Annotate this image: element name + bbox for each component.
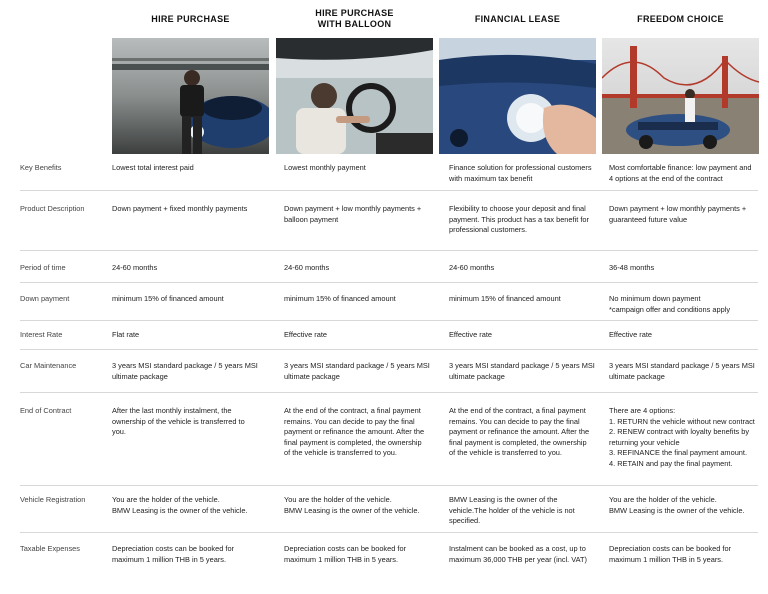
- row-label-taxable-expenses: Taxable Expenses: [20, 544, 80, 553]
- photo-man-with-car: [112, 38, 269, 154]
- column-header-freedom-choice: [602, 14, 759, 25]
- column-header-hire-purchase-balloon: [276, 8, 433, 30]
- column-title: FINANCIAL LEASE: [474, 14, 561, 24]
- row-label-product-description: Product Description: [20, 204, 85, 213]
- cell-interest-rate-balloon: Effective rate: [284, 330, 327, 339]
- cell-interest-rate-freedom-choice: Effective rate: [609, 330, 652, 339]
- column-title: HIRE PURCHASE: [151, 14, 230, 24]
- cell-key-benefits-balloon: Lowest monthly payment: [284, 163, 366, 172]
- row-label-interest-rate: Interest Rate: [20, 330, 63, 339]
- cell-registration-hire-purchase: You are the holder of the vehicle. BMW Leasing is the owner of the vehicle.: [112, 495, 248, 515]
- cell-down-payment-freedom-choice: No minimum down payment *campaign offer and conditions apply: [609, 294, 731, 314]
- row-label-end-of-contract: End of Contract: [20, 406, 72, 415]
- cell-interest-rate-financial-lease: Effective rate: [449, 330, 492, 339]
- cell-registration-financial-lease: BMW Leasing is the owner of the vehicle.The holder of the vehicle is not specified.: [449, 495, 575, 525]
- cell-registration-freedom-choice: You are the holder of the vehicle. BMW Leasing is the owner of the vehicle.: [609, 495, 745, 515]
- row-divider: [20, 532, 758, 533]
- cell-maintenance-freedom-choice: 3 years MSI standard package / 5 years MSI ultimate package: [609, 361, 755, 381]
- cell-down-payment-financial-lease: minimum 15% of financed amount: [449, 294, 561, 303]
- row-label-period-of-time: Period of time: [20, 263, 66, 272]
- cell-period-financial-lease: 24-60 months: [449, 263, 495, 272]
- cell-taxable-hire-purchase: Depreciation costs can be booked for maximum 1 million THB in 5 years.: [112, 544, 235, 564]
- cell-maintenance-financial-lease: 3 years MSI standard package / 5 years MSI ultimate package: [449, 361, 595, 381]
- cell-key-benefits-hire-purchase: Lowest total interest paid: [112, 163, 194, 172]
- cell-registration-balloon: You are the holder of the vehicle. BMW Leasing is the owner of the vehicle.: [284, 495, 420, 515]
- cell-maintenance-balloon: 3 years MSI standard package / 5 years MSI ultimate package: [284, 361, 430, 381]
- row-divider: [20, 320, 758, 321]
- cell-end-of-contract-balloon: At the end of the contract, a final payment remains. You can decide to pay the final payment or refinance the amount. After the final payment is completed, the ownership of the vehicle is transferred to you.: [284, 406, 425, 457]
- cell-period-freedom-choice: 36-48 months: [609, 263, 655, 272]
- cell-product-description-balloon: Down payment + low monthly payments + balloon payment: [284, 204, 422, 224]
- photo-driver-convertible: [276, 38, 433, 154]
- column-title: FREEDOM CHOICE: [637, 14, 724, 24]
- column-title-line2: WITH BALLOON: [317, 19, 392, 29]
- row-divider: [20, 190, 758, 191]
- cell-end-of-contract-financial-lease: At the end of the contract, a final payment remains. You can decide to pay the final payment or refinance the amount. After the final payment is completed, the ownership of the vehicle is transferred to you.: [449, 406, 590, 457]
- cell-period-balloon: 24-60 months: [284, 263, 330, 272]
- cell-end-of-contract-freedom-choice: There are 4 options: 1. RETURN the vehicle without new contract 2. RENEW contract with loyalty benefits by returning your vehicle 3. REFINANCE the final payment amount. 4. RETAIN and pay the final payment.: [609, 406, 755, 468]
- cell-taxable-balloon: Depreciation costs can be booked for maximum 1 million THB in 5 years.: [284, 544, 407, 564]
- row-divider: [20, 349, 758, 350]
- row-divider: [20, 282, 758, 283]
- cell-product-description-financial-lease: Flexibility to choose your deposit and final payment. This product has a tax benefit for professional customers.: [449, 204, 589, 234]
- cell-maintenance-hire-purchase: 3 years MSI standard package / 5 years MSI ultimate package: [112, 361, 258, 381]
- column-title-line1: HIRE PURCHASE: [315, 8, 394, 18]
- row-label-key-benefits: Key Benefits: [20, 163, 62, 172]
- row-label-vehicle-registration: Vehicle Registration: [20, 495, 86, 504]
- cell-interest-rate-hire-purchase: Flat rate: [112, 330, 140, 339]
- cell-product-description-freedom-choice: Down payment + low monthly payments + guaranteed future value: [609, 204, 747, 224]
- row-label-down-payment: Down payment: [20, 294, 70, 303]
- cell-product-description-hire-purchase: Down payment + fixed monthly payments: [112, 204, 248, 213]
- row-divider: [20, 392, 758, 393]
- cell-down-payment-hire-purchase: minimum 15% of financed amount: [112, 294, 224, 303]
- cell-period-hire-purchase: 24-60 months: [112, 263, 158, 272]
- column-header-financial-lease: [439, 14, 596, 25]
- cell-taxable-financial-lease: Instalment can be booked as a cost, up to maximum 36,000 THB per year (incl. VAT): [449, 544, 587, 564]
- cell-end-of-contract-hire-purchase: After the last monthly instalment, the ownership of the vehicle is transferred to you.: [112, 406, 245, 436]
- photo-car-key-closeup: [439, 38, 596, 154]
- cell-taxable-freedom-choice: Depreciation costs can be booked for maximum 1 million THB in 5 years.: [609, 544, 732, 564]
- column-header-hire-purchase: [112, 14, 269, 25]
- row-divider: [20, 485, 758, 486]
- row-divider: [20, 250, 758, 251]
- photo-golden-gate-convertible: [602, 38, 759, 154]
- row-label-car-maintenance: Car Maintenance: [20, 361, 77, 370]
- cell-key-benefits-financial-lease: Finance solution for professional customers with maximum tax benefit: [449, 163, 592, 183]
- cell-down-payment-balloon: minimum 15% of financed amount: [284, 294, 396, 303]
- cell-key-benefits-freedom-choice: Most comfortable finance: low payment and 4 options at the end of the contract: [609, 163, 752, 183]
